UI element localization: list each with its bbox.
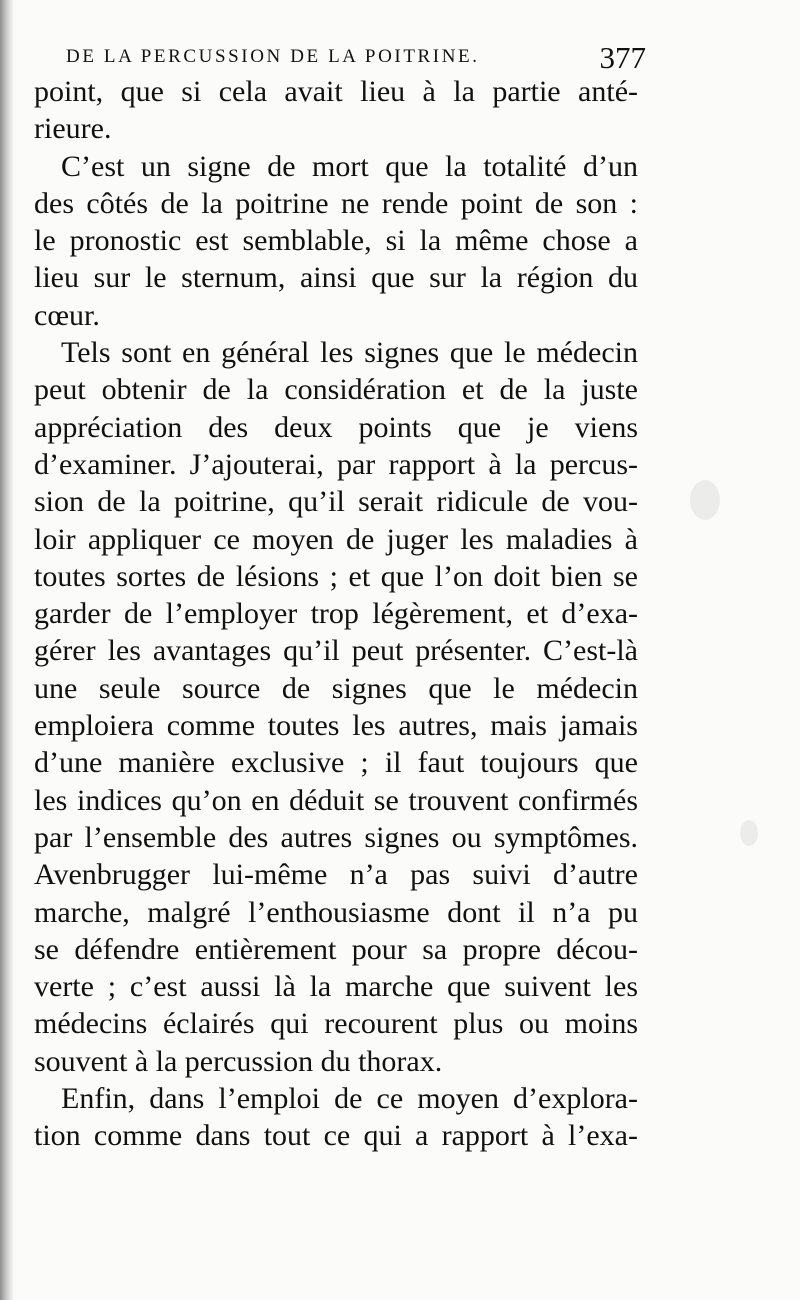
text-line: peut obtenir de la considération et de la juste — [34, 373, 638, 407]
text-line: garder de l’employer trop légèrement, et d’exa- — [34, 597, 638, 631]
text-line: souvent à la percussion du thorax. — [34, 1044, 443, 1078]
text-line: loir appliquer ce moyen de juger les maladies à — [34, 522, 638, 556]
text-line: toutes sortes de lésions ; et que l’on doit bien se — [34, 559, 638, 593]
text-line: appréciation des deux points que je viens — [34, 410, 638, 444]
running-title: DE LA PERCUSSION DE LA POITRINE. — [66, 46, 480, 67]
text-line: les indices qu’on en déduit se trouvent confirmés — [34, 783, 638, 817]
text-line: lieu sur le sternum, ainsi que sur la région du — [34, 261, 638, 295]
text-line: C’est un signe de mort que la totalité d’un — [61, 149, 638, 183]
text-line: verte ; c’est aussi là la marche que suivent les — [34, 970, 638, 1004]
text-line: tion comme dans tout ce qui a rapport à l’exa- — [34, 1119, 638, 1153]
text-line: sion de la poitrine, qu’il serait ridicule de vou- — [34, 485, 638, 519]
text-line: gérer les avantages qu’il peut présenter. C’est-là — [34, 634, 638, 668]
paper-stain — [690, 480, 720, 520]
text-line: point, que si cela avait lieu à la partie anté- — [34, 75, 638, 108]
body-text — [34, 73, 638, 1155]
page-number: 377 — [599, 40, 646, 75]
text-line: emploiera comme toutes les autres, mais jamais — [34, 709, 638, 743]
text-line: rieure. — [34, 112, 112, 146]
text-line: cœur. — [34, 298, 100, 332]
text-line: Tels sont en général les signes que le médecin — [61, 336, 638, 370]
paper-stain — [740, 820, 758, 846]
text-line: Enfin, dans l’emploi de ce moyen d’explora- — [61, 1082, 638, 1116]
text-line: Avenbrugger lui-même n’a pas suivi d’autre — [34, 858, 638, 892]
text-line: le pronostic est semblable, si la même chose a — [34, 224, 638, 258]
text-line: une seule source de signes que le médecin — [34, 671, 638, 705]
text-line: des côtés de la poitrine ne rende point de son : — [34, 186, 638, 220]
text-line: médecins éclairés qui recourent plus ou moins — [34, 1007, 638, 1041]
text-line: d’examiner. J’ajouterai, par rapport à la percus- — [34, 447, 638, 481]
text-line: par l’ensemble des autres signes ou symptômes. — [34, 820, 638, 854]
text-line: d’une manière exclusive ; il faut toujours que — [34, 746, 638, 780]
text-line: marche, malgré l’enthousiasme dont il n’a pu — [34, 895, 638, 929]
text-line: se défendre entièrement pour sa propre décou- — [34, 932, 638, 966]
binding-shadow — [0, 0, 14, 1300]
